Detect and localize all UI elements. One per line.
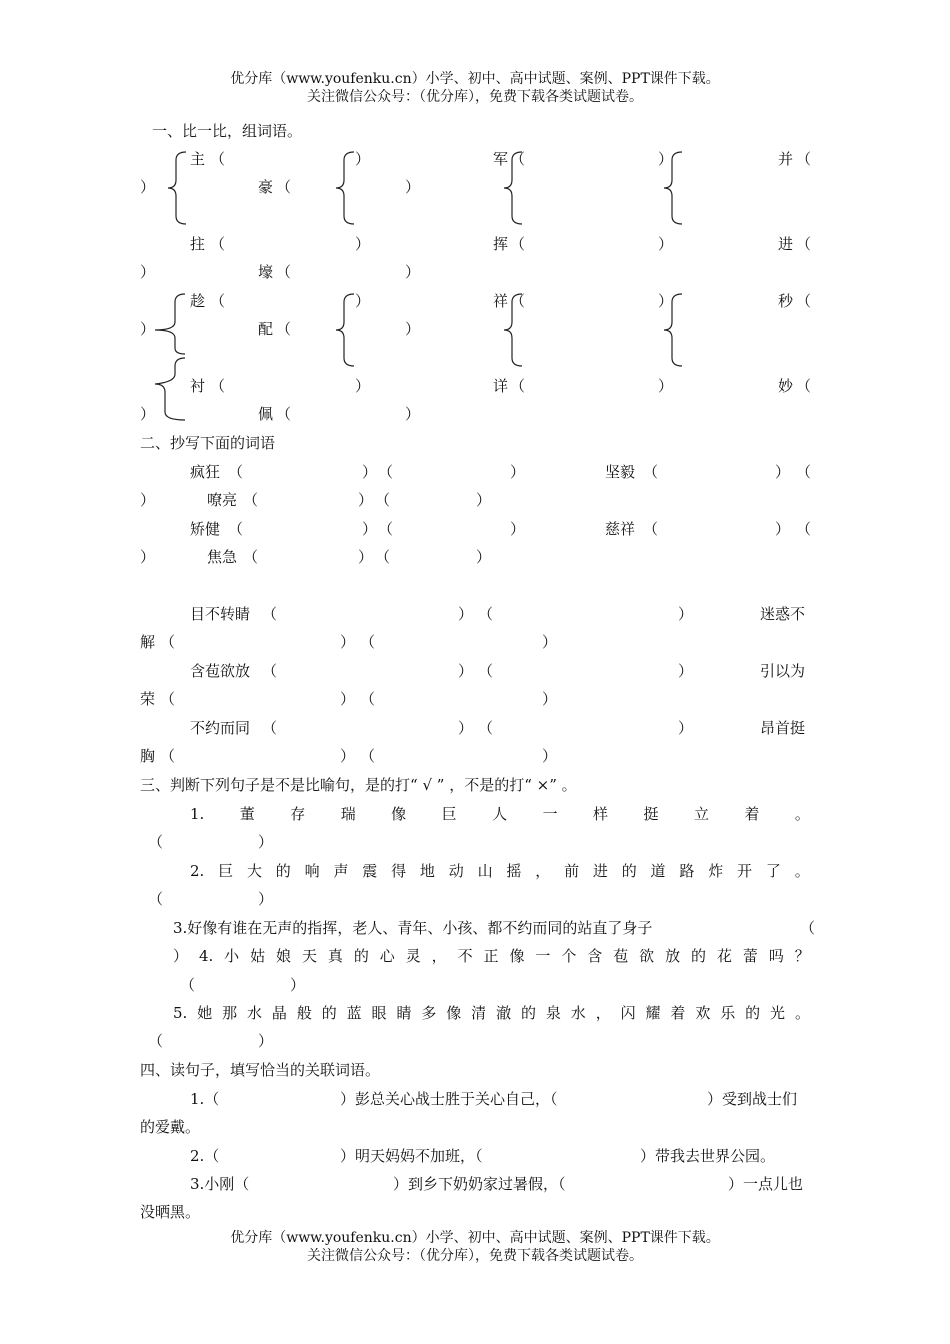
s4-q3-a: 3.小刚（ — [190, 1175, 250, 1193]
paren-open: （ — [160, 747, 176, 765]
answer-paren-open: （ — [148, 1032, 164, 1050]
answer-paren-close: ） — [258, 1032, 274, 1050]
paren-close: ） — [355, 292, 371, 310]
paren-open: （ — [276, 178, 292, 196]
paren-open: （ — [276, 263, 292, 281]
paren-open: （ — [796, 235, 812, 253]
paren-open: （ — [210, 235, 226, 253]
paren-close: ） — [678, 662, 694, 680]
s4-q3-b: ）到乡下奶奶家过暑假，（ — [393, 1175, 566, 1193]
paren-open: （ — [262, 662, 278, 680]
char-zhu2: 拄 — [190, 235, 206, 253]
paren-open: （ — [210, 377, 226, 395]
brace-5 — [155, 292, 185, 422]
paren-close: ） — [458, 719, 474, 737]
paren-open: （ — [796, 463, 812, 481]
word-hanbaoyufang: 含苞欲放 — [190, 662, 251, 680]
paren-close: ） — [476, 548, 492, 566]
answer-paren-open: （ — [180, 976, 196, 994]
paren-open: （ — [478, 662, 494, 680]
s4-q1-d: 的爱戴。 — [140, 1118, 201, 1136]
char-pei: 配 — [258, 320, 274, 338]
word-xiong: 胸 — [140, 747, 156, 765]
paren-close: ） — [476, 491, 492, 509]
section3-title: 三、判断下列句子是不是比喻句，是的打“ √ ” ，不是的打“ ×” 。 — [140, 776, 577, 794]
paren-open: （ — [796, 150, 812, 168]
paren-open: （ — [478, 605, 494, 623]
answer-paren-close: ） — [258, 833, 274, 851]
paren-close: ） — [678, 719, 694, 737]
brace-1 — [168, 150, 188, 226]
section2-title: 二、抄写下面的词语 — [140, 434, 276, 452]
paren-open: （ — [375, 548, 391, 566]
question-2: 2. 巨 大 的 响 声 震 得 地 动 山 摇 ， 前 进 的 道 路 炸 开 了 。 — [190, 862, 810, 880]
paren-close: ） — [542, 690, 558, 708]
paren-close: ） — [340, 747, 356, 765]
paren-open: （ — [510, 292, 526, 310]
paren-open: （ — [276, 405, 292, 423]
paren-close: ） — [658, 235, 674, 253]
footer-line-2: 关注微信公众号：（优分库），免费下载各类试题试卷。 — [307, 1248, 643, 1264]
paren-close: ） — [340, 633, 356, 651]
answer-paren-open: （ — [148, 833, 164, 851]
paren-open: （ — [378, 463, 394, 481]
char-zhu: 主 — [190, 150, 206, 168]
paren-open: （ — [378, 520, 394, 538]
paren-close: ） — [658, 377, 674, 395]
question-4: ） 4. 小 姑 娘 天 真 的 心 灵 ， 不 正 像 一 个 含 苞 欲 放 的 花 蕾 吗 ？ — [173, 947, 810, 965]
brace-2 — [336, 150, 356, 226]
char-bing: 并 — [778, 150, 794, 168]
paren-open: （ — [360, 633, 376, 651]
paren-open: （ — [360, 747, 376, 765]
answer-paren-close: ） — [290, 976, 306, 994]
char-jin: 进 — [778, 235, 794, 253]
paren-close: ） — [355, 150, 371, 168]
word-mubuzhuanjing: 目不转睛 — [190, 605, 251, 623]
paren-close: ） — [678, 605, 694, 623]
paren-open: （ — [228, 520, 244, 538]
s4-q1-b: ）彭总关心战士胜于关心自己，（ — [340, 1090, 558, 1108]
paren-open: （ — [796, 377, 812, 395]
word-angshouting: 昂首挺 — [760, 719, 806, 737]
word-mihuobu: 迷惑不 — [760, 605, 806, 623]
word-jiaojian: 矫健 — [190, 520, 221, 538]
paren-close: ） — [658, 150, 674, 168]
paren-open: （ — [643, 463, 659, 481]
paren-open: （ — [262, 719, 278, 737]
paren-close: ） — [362, 520, 378, 538]
char-pei2: 佩 — [258, 405, 274, 423]
paren-close: ） — [362, 463, 378, 481]
question-1: 1. 董 存 瑞 像 巨 人 一 样 挺 立 着 。 — [190, 805, 810, 823]
paren-close: ） — [340, 690, 356, 708]
paren-open: （ — [160, 633, 176, 651]
paren-close: ） — [355, 377, 371, 395]
char-xiang2: 详 — [493, 377, 509, 395]
char-hao2: 壕 — [258, 263, 274, 281]
question-3: 3.好像有谁在无声的指挥，老人、青年、小孩、都不约而同的站直了身子 — [173, 919, 653, 937]
word-jie: 解 — [140, 633, 156, 651]
char-miao: 秒 — [778, 292, 794, 310]
paren-open: （ — [643, 520, 659, 538]
word-jiaoji: 焦急 — [207, 548, 238, 566]
paren-close: ） — [658, 292, 674, 310]
paren-open: （ — [243, 491, 259, 509]
word-rong: 荣 — [140, 690, 156, 708]
paren-open: （ — [210, 292, 226, 310]
char-hui: 挥 — [493, 235, 509, 253]
paren-close: ） — [542, 633, 558, 651]
word-buyuertong: 不约而同 — [190, 719, 251, 737]
header-line-2: 关注微信公众号：（优分库），免费下载各类试题试卷。 — [307, 89, 643, 105]
word-jianyi: 坚毅 — [605, 463, 636, 481]
paren-open: （ — [360, 690, 376, 708]
s4-q2-a: 2.（ — [190, 1147, 220, 1165]
s4-q2-c: ）带我去世界公园。 — [640, 1147, 776, 1165]
paren-close: ） — [458, 605, 474, 623]
paren-open: （ — [262, 605, 278, 623]
paren-close: ） — [405, 405, 421, 423]
paren-close: ） — [140, 263, 156, 281]
paren-close: ） — [358, 548, 374, 566]
paren-close: ） — [140, 178, 156, 196]
paren-open: （ — [276, 320, 292, 338]
paren-open: （ — [210, 150, 226, 168]
paren-open: （ — [478, 719, 494, 737]
paren-open: （ — [796, 292, 812, 310]
char-jun: 军 — [493, 150, 509, 168]
section1-title: 一、比一比，组词语。 — [152, 122, 303, 140]
paren-close: ） — [510, 463, 526, 481]
char-hao: 豪 — [258, 178, 274, 196]
word-yinyiwei: 引以为 — [760, 662, 806, 680]
char-chen: 趁 — [190, 292, 206, 310]
s4-q1-c: ）受到战士们 — [707, 1090, 798, 1108]
paren-close: ） — [355, 235, 371, 253]
paren-close: ） — [140, 405, 156, 423]
word-cixiang: 慈祥 — [605, 520, 636, 538]
answer-paren-open: （ — [800, 919, 816, 937]
paren-close: ） — [140, 548, 156, 566]
header-line-1: 优分库（www.youfenku.cn）小学、初中、高中试题、案例、PPT课件下载。 — [230, 71, 720, 87]
paren-open: （ — [510, 235, 526, 253]
paren-open: （ — [510, 150, 526, 168]
s4-q2-b: ）明天妈妈不加班，（ — [340, 1147, 483, 1165]
char-xiang: 祥 — [493, 292, 509, 310]
s4-q3-c: ）一点儿也 — [728, 1175, 804, 1193]
paren-close: ） — [405, 263, 421, 281]
brace-6 — [336, 292, 356, 368]
s4-q3-d: 没晒黑。 — [140, 1203, 201, 1221]
question-5: 5. 她 那 水 晶 般 的 蓝 眼 睛 多 像 清 澈 的 泉 水 ， 闪 耀 着 欢 乐 的 光 。 — [173, 1004, 810, 1022]
paren-close: ） — [542, 747, 558, 765]
char-chen2: 衬 — [190, 377, 206, 395]
paren-open: （ — [796, 520, 812, 538]
s4-q1-a: 1.（ — [190, 1090, 220, 1108]
word-liaoliang: 嘹亮 — [207, 491, 238, 509]
paren-open: （ — [228, 463, 244, 481]
paren-close: ） — [358, 491, 374, 509]
footer-line-1: 优分库（www.youfenku.cn）小学、初中、高中试题、案例、PPT课件下载。 — [230, 1230, 720, 1246]
word-fengkuang: 疯狂 — [190, 463, 221, 481]
paren-close: ） — [775, 520, 791, 538]
paren-open: （ — [243, 548, 259, 566]
paren-close: ） — [405, 178, 421, 196]
paren-close: ） — [458, 662, 474, 680]
paren-open: （ — [375, 491, 391, 509]
section4-title: 四、读句子，填写恰当的关联词语。 — [140, 1061, 381, 1079]
answer-paren-close: ） — [258, 890, 274, 908]
paren-close: ） — [140, 320, 156, 338]
char-miao2: 妙 — [778, 377, 794, 395]
answer-paren-open: （ — [148, 890, 164, 908]
paren-open: （ — [160, 690, 176, 708]
paren-close: ） — [140, 491, 156, 509]
paren-close: ） — [775, 463, 791, 481]
paren-close: ） — [405, 320, 421, 338]
paren-close: ） — [510, 520, 526, 538]
paren-open: （ — [510, 377, 526, 395]
